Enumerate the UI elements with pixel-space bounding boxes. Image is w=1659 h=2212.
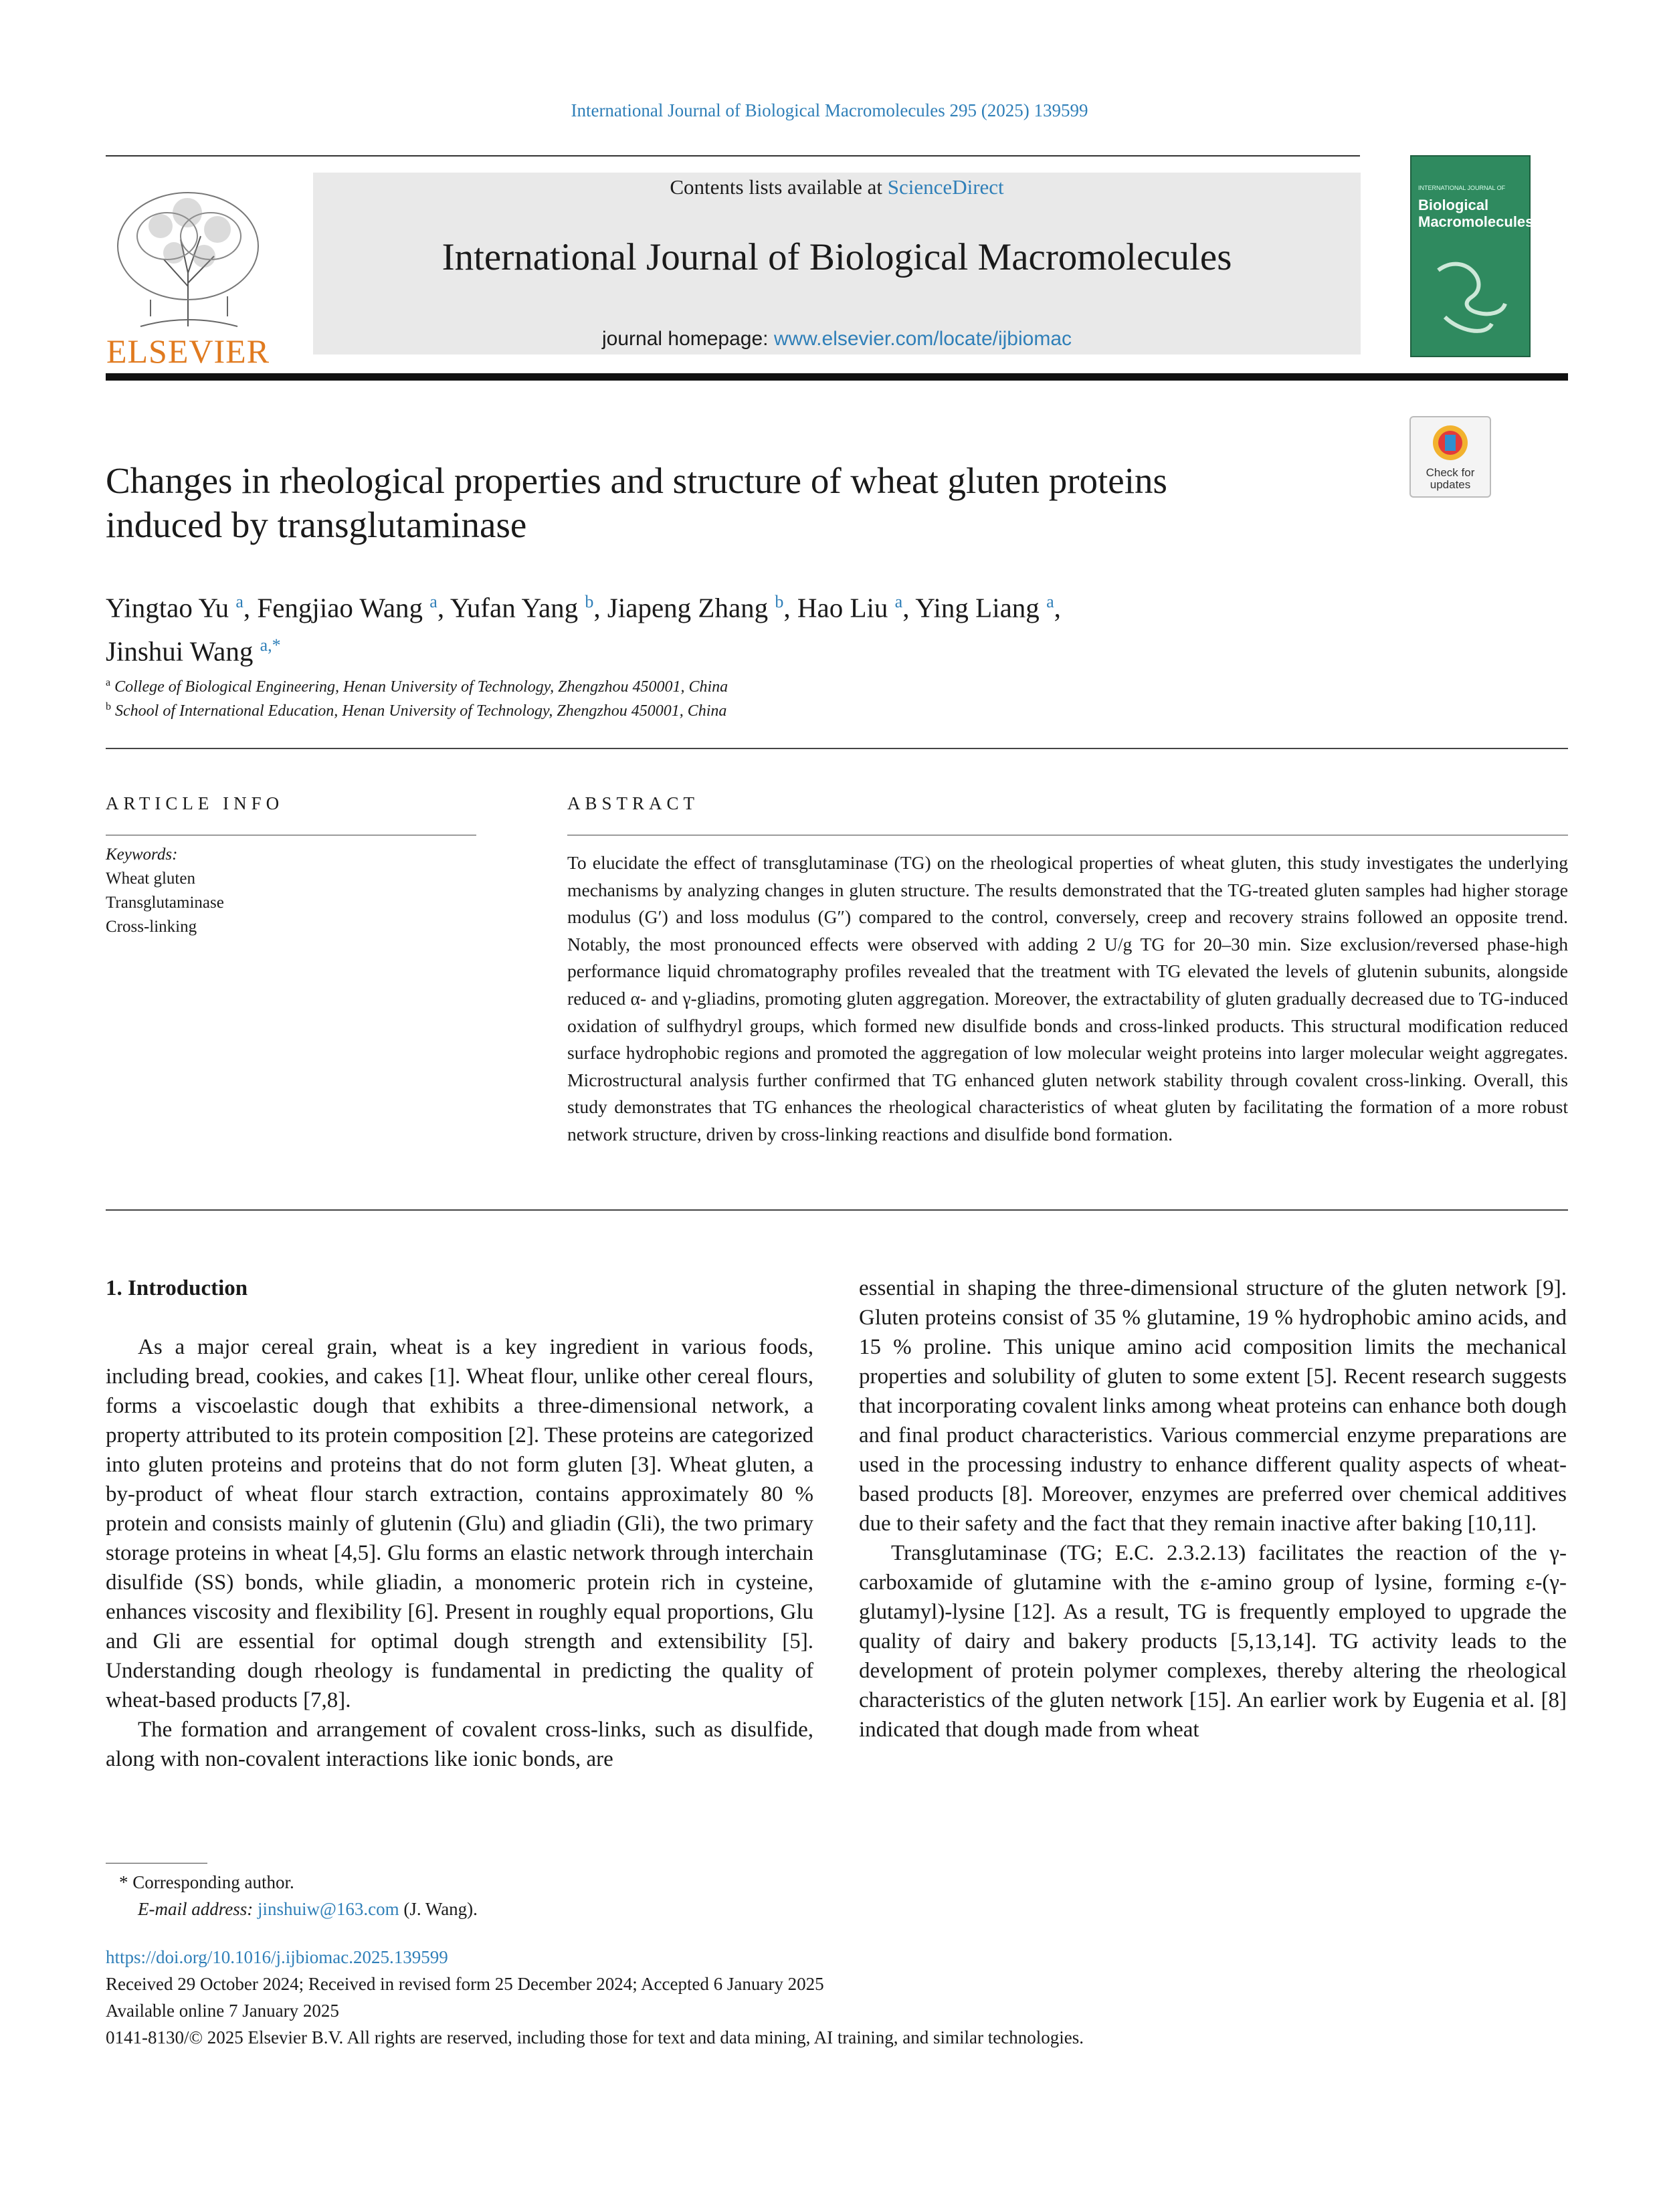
crossmark-label: Check for updates <box>1426 466 1475 491</box>
body-paragraph: The formation and arrangement of covalent cross-links, such as disulfide, along with non-covalent interactions like ionic bonds, are <box>106 1718 813 1771</box>
email-note: E-mail address: jinshuiw@163.com (J. Wang). <box>138 1899 478 1919</box>
affiliation-a: $^a$ College of Biological Engineering, Henan University of Technology, Zhengzhou 450001, China <box>106 677 728 696</box>
author-affiliation-marker[interactable]: a <box>235 592 243 611</box>
author-name[interactable]: Jiapeng Zhang <box>607 592 769 623</box>
sciencedirect-link[interactable]: ScienceDirect <box>887 175 1004 199</box>
body-paragraph: As a major cereal grain, wheat is a key ingredient in various foods, including bread, cookies, and cakes [1]. Wheat flour, unlike other cereal flours, forms a viscoelastic dough that exhibits a three-dimensional network, a property attributed to its protein composition [2]. These proteins are categorized into gluten proteins and proteins that do not form gluten [3]. Wheat gluten, a by-product of wheat flour starch extraction, contains approximately 80 % protein and consists mainly of glutenin (Glu) and gliadin (Gli), the two primary storage proteins in wheat [4,5]. Glu forms an elastic network through interchain disulfide (SS) bonds, while gliadin, a monomeric protein rich in cysteine, enhances viscosity and flexibility [6]. Present in roughly equal proportions, Glu and Gli are essential for optimal dough strength and extensibility [5]. Understanding dough rheology is fundamental in predicting the quality of wheat-based products [7,8]. <box>106 1335 813 1712</box>
publisher-name: ELSEVIER <box>106 332 270 370</box>
body-left-column <box>106 1274 813 1774</box>
copyright-line: 0141-8130/© 2025 Elsevier B.V. All rights are reserved, including those for text and data mining, AI training, and similar technologies. <box>106 2027 1084 2047</box>
footnote-rule <box>106 1863 207 1864</box>
author-name[interactable]: Yufan Yang <box>450 592 579 623</box>
check-for-updates-badge[interactable] <box>1409 416 1491 498</box>
body-paragraph: essential in shaping the three-dimensional structure of the gluten network [9]. Gluten proteins consist of 35 % glutamine, 19 % hydrophobic amino acids, and 15 % proline. This unique amino acid composition limits the mechanical properties and solubility of gluten to some extent [5]. Recent research suggests that incorporating covalent links among wheat proteins can enhance both dough and final product characteristics. Various commercial enzyme preparations are used in the processing industry to enhance different quality aspects of wheat-based products [8]. Moreover, enzymes are preferred over chemical additives due to their safety and the fact that they remain inactive after baking [10,11]. <box>859 1276 1567 1536</box>
article-info-heading: ARTICLE INFO <box>106 793 284 813</box>
available-online: Available online 7 January 2025 <box>106 2001 339 2021</box>
author-name[interactable]: Ying Liang <box>915 592 1040 623</box>
author-affiliation-marker[interactable]: a <box>894 592 903 611</box>
abstract-text: To elucidate the effect of transglutaminase (TG) on the rheological properties of wheat gluten, this study investigates the underlying mechanisms by analyzing changes in gluten structure. The results demonstrated that the TG-treated gluten samples had higher storage modulus (G′) and loss modulus (G″) compared to the control, conversely, creep and recovery strains followed an opposite trend. Notably, the most pronounced effects were observed with adding 2 U/g TG for 20–30 min. Size exclusion/reversed phase-high performance liquid chromatography profiles revealed that the treatment with TG elevated the levels of glutenin subunits, alongside reduced α- and γ-gliadins, promoting gluten aggregation. Moreover, the extractability of gluten gradually decreased due to TG-induced oxidation of sulfhydryl groups, which formed new disulfide bonds and cross-linked products. This structural modification reduced surface hydrophobic regions and promoted the aggregation of low molecular weight proteins into larger molecular weight aggregates. Microstructural analysis further confirmed that TG enhanced gluten network stability through covalent cross-linking. Overall, this study demonstrates that TG enhances the rheological characteristics of wheat gluten by facilitating the formation of a more robust network structure, driven by cross-linking reactions and disulfide bond formation. <box>567 852 1568 1144</box>
divider <box>106 748 1568 749</box>
title-line-1: Changes in rheological properties and structure of wheat gluten proteins <box>106 460 1167 501</box>
keyword-item: Transglutaminase <box>106 894 224 912</box>
author-name[interactable]: Yingtao Yu <box>106 592 229 623</box>
author-name[interactable]: Fengjiao Wang <box>257 592 423 623</box>
journal-cover[interactable] <box>1410 155 1534 357</box>
crossmark-icon <box>1430 423 1470 464</box>
doi-link[interactable]: https://doi.org/10.1016/j.ijbiomac.2025.139599 <box>106 1947 448 1967</box>
author-name[interactable]: Jinshui Wang <box>106 635 254 667</box>
author-name[interactable]: Hao Liu <box>797 592 888 623</box>
running-head[interactable]: International Journal of Biological Macromolecules 295 (2025) 139599 <box>571 100 1088 120</box>
section-heading: 1. Introduction <box>106 1276 248 1300</box>
author-affiliation-marker[interactable]: a <box>1046 592 1054 611</box>
contents-line: Contents lists available at ScienceDirect <box>670 175 1004 199</box>
title-line-2: induced by transglutaminase <box>106 504 527 545</box>
author-affiliation-marker[interactable]: b <box>775 592 784 611</box>
homepage-link[interactable]: www.elsevier.com/locate/ijbiomac <box>773 328 1072 350</box>
journal-title: International Journal of Biological Macromolecules <box>442 236 1232 278</box>
article-title <box>106 459 1377 547</box>
header-rule <box>106 155 1360 157</box>
body-paragraph: Transglutaminase (TG; E.C. 2.3.2.13) facilitates the reaction of the γ-carboxamide of glutamine with the ε-amino group of lysine, forming ε-(γ-glutamyl)-lysine [12]. As a result, TG is frequently employed to upgrade the quality of dairy and bakery products [5,13,14]. TG activity leads to the development of protein polymer complexes, thereby altering the rheological characteristics of the gluten network [15]. An earlier work by Eugenia et al. [8] indicated that dough made from wheat <box>859 1541 1567 1742</box>
journal-homepage: journal homepage: www.elsevier.com/locate/ijbiomac <box>601 328 1072 350</box>
body-right-column <box>859 1274 1567 1744</box>
keywords-label: Keywords: <box>106 845 178 864</box>
email-link[interactable]: jinshuiw@163.com <box>257 1899 399 1919</box>
corresponding-author-note: * Corresponding author. <box>119 1872 294 1892</box>
affiliation-b: $^b$ School of International Education, Henan University of Technology, Zhengzhou 450001, China <box>106 701 727 720</box>
divider <box>106 1209 1568 1211</box>
abstract-heading: ABSTRACT <box>567 793 700 813</box>
author-affiliation-marker[interactable]: b <box>585 592 594 611</box>
author-list: Yingtao Yu $^a$, Fengjiao Wang $^a$, Yufan Yang $^b$, Jiapeng Zhang $^b$, Hao Liu $^a$, Ying Liang $^a$, Jinshui Wang $^{a,*}$ <box>106 592 1061 667</box>
author-affiliation-marker[interactable]: a <box>429 592 437 611</box>
keyword-item: Wheat gluten <box>106 870 195 888</box>
header-thick-rule <box>106 373 1568 381</box>
cover-top-text: INTERNATIONAL JOURNAL OF <box>1418 185 1506 191</box>
cover-title: Biological Macromolecules <box>1418 197 1534 230</box>
keyword-item: Cross-linking <box>106 918 197 936</box>
elsevier-logo <box>100 173 276 370</box>
author-affiliation-marker[interactable]: a,* <box>260 635 281 655</box>
protein-structure-icon <box>1425 243 1519 344</box>
received-dates: Received 29 October 2024; Received in revised form 25 December 2024; Accepted 6 January 2025 <box>106 1974 824 1994</box>
